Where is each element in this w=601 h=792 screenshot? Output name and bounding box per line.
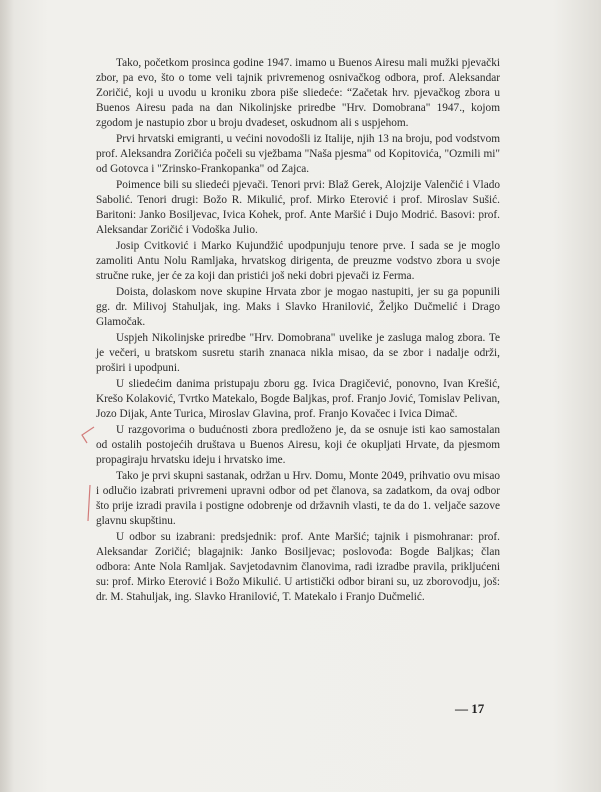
paragraph-8: U razgovorima o budućnosti zbora predloženo je, da se osnuje isti kao samostalan od ostalih postojećih društava u Buenos Airesu, koji će okupljati Hrvate, da pjesmom propagiraju hrvatsku ideju i hrvatsko ime. [96,424,500,466]
page-number: — 17 [455,701,485,716]
paragraph-3: Poimence bili su sliedeći pjevači. Tenori prvi: Blaž Gerek, Alojzije Valenčić i Vlado Sabolić. Tenori drugi: Božo R. Mikulić, prof. Mirko Eterović i prof. Miroslav Sušić. Baritoni: Janko Bosiljevac, Ivica Kohek, prof. Ante Maršić i Dujo Modrić. Basovi: prof. Aleksandar Zoričić i Vodoška Julio. [96,179,500,236]
paragraph-5: Doista, dolaskom nove skupine Hrvata zbor je mogao nastupiti, jer su ga popunili gg. dr. Milivoj Stahuljak, ing. Maks i Slavko Hranilović, Željko Dučmelić i Drago Glamočak. [96,286,500,328]
paragraph-10: U odbor su izabrani: predsjednik: prof. Ante Maršić; tajnik i pismohranar: prof. Aleksandar Zoričić; blagajnik: Janko Bosiljevac; poslovođa: Bogde Baljkas; član odbora: Ante Nola Ramljak. Savjetodavnim članovima, radi izradbe pravila, prikljućeni su: prof. Mirko Eterović i Božo Mikulić. U artistički odbor birani su, uz zborovodju, još: dr. M. Stahuljak, ing. Slavko Hranilović, T. Matekalo i Franjo Dučmelić. [96,531,500,603]
paragraph-1: Tako, početkom prosinca godine 1947. imamo u Buenos Airesu mali mužki pjevački zbor, pa evo, što o tome veli tajnik privremenog osnivačkog odbora, prof. Aleksandar Zoričić, koji u uvodu u kroniku zbora piše sliedeće: “Začetak hrv. pjevačkog zbora u Buenos Airesu pada na dan Nikolinjske priredbe "Hrv. Domobrana" 1947., kojom zgodom je nastupio zbor u broju dvadeset, oskudnom ali s uspjehom. [96,57,500,129]
paragraph-4: Josip Cvitković i Marko Kujundžić upodpunjuju tenore prve. I sada se je moglo zamoliti Antu Nolu Ramljaka, hrvatskog dirigenta, de preuzme vodstvo zbora u svoje stručne ruke, jer će za koji dan pristići još neki dobri pjevači iz Ferma. [96,240,500,282]
page-spine-shadow [0,0,14,792]
body-text [96,56,500,606]
paragraph-9: Tako je prvi skupni sastanak, održan u Hrv. Domu, Monte 2049, prihvatio ovu misao i odlučio izabrati privremeni upravni odbor od pet članova, sa zadatkom, da ovaj odbor što prije izradi pravila i postigne odobrenje od državnih vlasti, te da do 1. veljače sazove glavnu skupštinu. [96,470,500,527]
handwritten-margin-mark [72,425,102,525]
paragraph-6: Uspjeh Nikolinjske priredbe "Hrv. Domobrana" uvelike je zasluga malog zbora. Te je večeri, u bratskom susretu starih znanaca nikla misao, da se zbor i nadalje održi, proširi i upodpuni. [96,332,500,374]
paragraph-7: U sliedećim danima pristupaju zboru gg. Ivica Dragičević, ponovno, Ivan Krešić, Krešo Kolaković, Tvrtko Matekalo, Bogde Baljkas, prof. Franjo Jović, Tomislav Pelivan, Jozo Dijak, Ante Turica, Miroslav Glavina, prof. Franjo Kovačec i Ivica Dimač. [96,378,500,420]
paragraph-2: Prvi hrvatski emigranti, u većini novodošli iz Italije, njih 13 na broju, pod vodstvom prof. Aleksandra Zoričića počeli su vježbama "Naša pjesma" od Kopitovića, "Ozmili mi" od Gotovca i "Zrinsko-Frankopanka" od Zajca. [96,133,500,175]
